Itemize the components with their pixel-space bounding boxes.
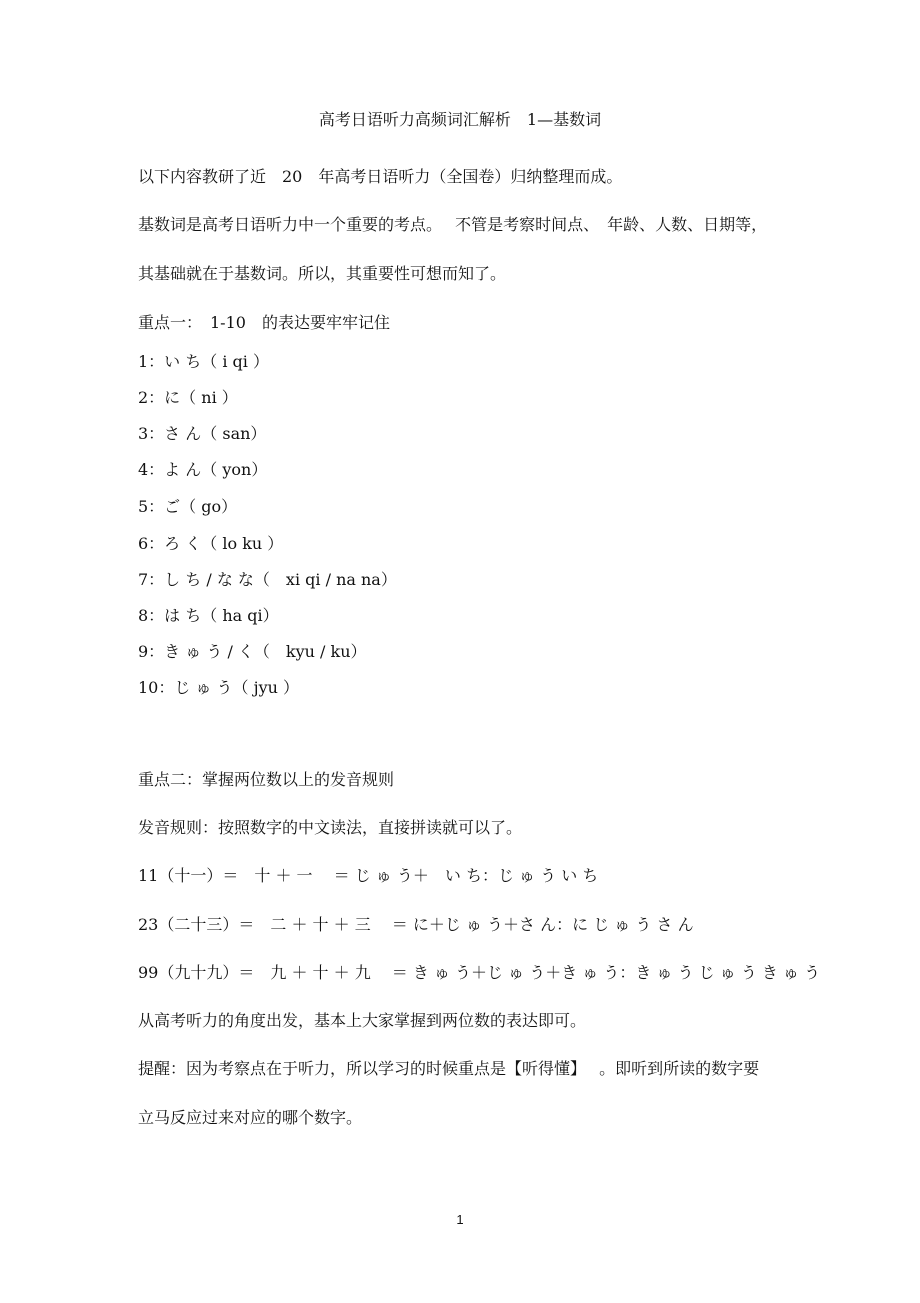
page-title: 高考日语听力高频词汇解析 1—基数词 (318, 110, 602, 129)
example-23: 23（二十三）＝ 二 ＋ 十 ＋ 三 ＝ に＋じ ゅ う＋さ ん：に じ ゅ う さ ん (138, 915, 694, 934)
number-item-3: 3：さ ん（ san） (138, 424, 267, 443)
number-item-4: 4：よ ん（ yon） (138, 460, 268, 479)
intro-text: 以下内容教研了近 20 年高考日语听力（全国卷）归纳整理而成。 (138, 167, 623, 186)
number-item-2: 2：に（ ni ） (138, 388, 238, 407)
rule-text: 发音规则：按照数字的中文读法，直接拼读就可以了。 (138, 818, 523, 837)
number-item-1: 1：い ち（ i qi ） (138, 352, 270, 371)
example-11: 11（十一）＝ 十 ＋ 一 ＝ じ ゅ う＋ い ち：じ ゅ う い ち (138, 866, 599, 885)
number-item-10: 10：じ ゅ う（ jyu ） (138, 678, 300, 697)
point-2-heading: 重点二：掌握两位数以上的发音规则 (138, 770, 395, 789)
paragraph-1-line-2: 其基础就在于基数词。所以，其重要性可想而知了。 (138, 264, 507, 283)
example-99: 99（九十九）＝ 九 ＋ 十 ＋ 九 ＝ き ゅ う＋じ ゅ う＋き ゅ う：き ゅ う じ ゅ う き ゅ う (138, 963, 821, 982)
number-item-5: 5：ご（ go） (138, 497, 238, 516)
page-number: 1 (456, 1212, 464, 1227)
tip-line-1: 提醒：因为考察点在于听力，所以学习的时候重点是【听得懂】 。即听到所读的数字要 (138, 1059, 760, 1078)
number-item-9: 9：き ゅ う / く（ kyu / ku） (138, 642, 367, 661)
paragraph-1-line-1: 基数词是高考日语听力中一个重要的考点。 不管是考察时间点、 年龄、人数、日期等， (138, 215, 768, 234)
tip-line-2: 立马反应过来对应的哪个数字。 (138, 1108, 363, 1127)
number-item-7: 7：し ち / な な（ xi qi / na na） (138, 570, 397, 589)
conclusion-text: 从高考听力的角度出发，基本上大家掌握到两位数的表达即可。 (138, 1011, 587, 1030)
number-item-6: 6：ろ く（ lo ku ） (138, 534, 284, 553)
number-item-8: 8：は ち（ ha qi） (138, 606, 279, 625)
point-1-heading: 重点一： 1-10 的表达要牢牢记住 (138, 313, 390, 332)
